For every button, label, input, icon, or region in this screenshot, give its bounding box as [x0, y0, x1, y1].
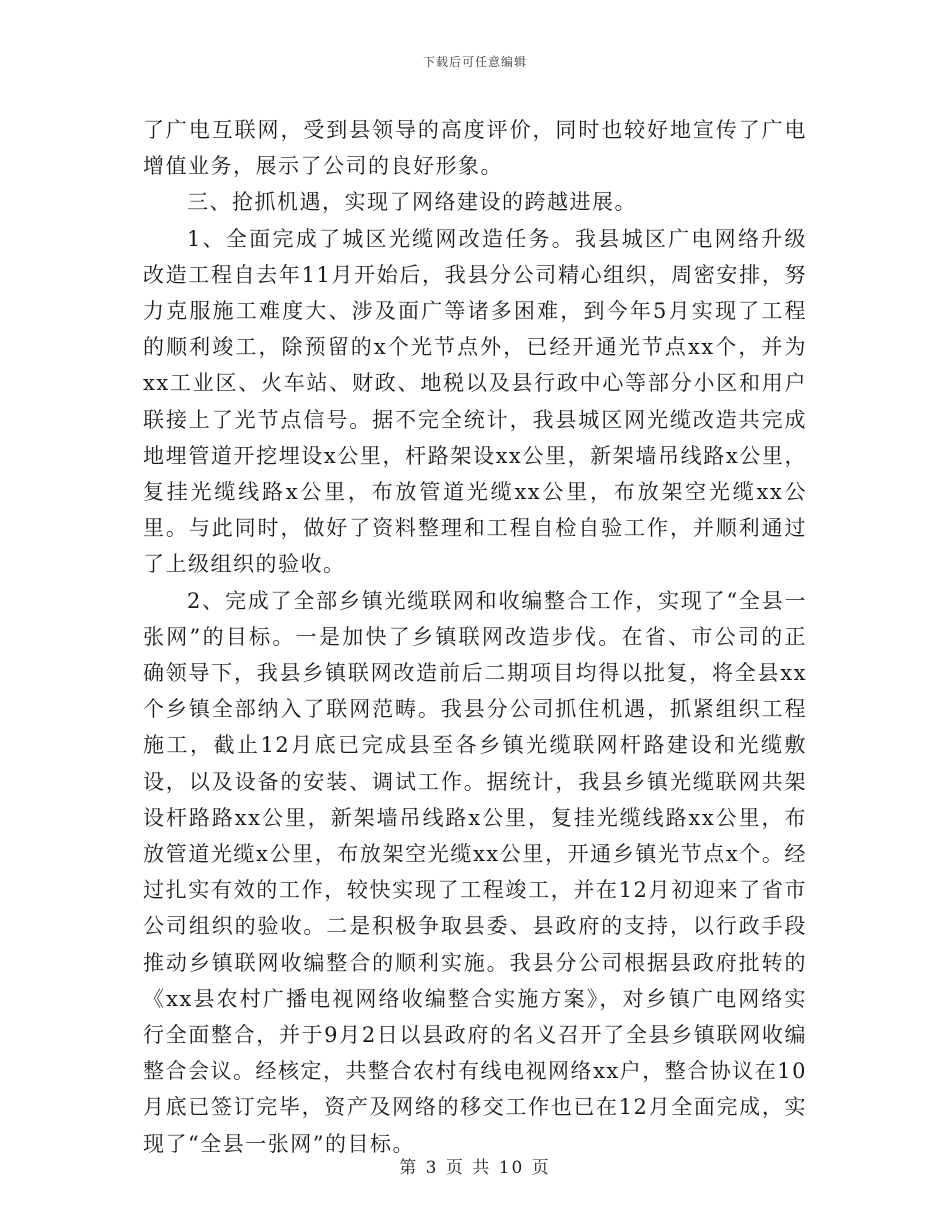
paragraph-item-1: 1、全面完成了城区光缆网改造任务。我县城区广电网络升级改造工程自去年11月开始后，我县分公司精心组织，周密安排，努力克服施工难度大、涉及面广等诸多困难，到今年5月实现了工程的顺利竣工，除预留的x个光节点外，已经开通光节点xx个，并为xx工业区、火车站、财政、地税以及县行政中心等部分小区和用户联接上了光节点信号。据不完全统计，我县城区网光缆改造共完成地埋管道开挖埋设x公里，杆路架设xx公里，新架墙吊线路x公里，复挂光缆线路x公里，布放管道光缆xx公里，布放架空光缆xx公里。与此同时，做好了资料整理和工程自检自验工作，并顺利通过了上级组织的验收。	[143, 226, 807, 577]
paragraph-item-2: 2、完成了全部乡镇光缆联网和收编整合工作，实现了“全县一张网”的目标。一是加快了乡镇联网改造步伐。在省、市公司的正确领导下，我县乡镇联网改造前后二期项目均得以批复，将全县xx个乡镇全部纳入了联网范畴。我县分公司抓住机遇，抓紧组织工程施工，截止12月底已完成县至各乡镇光缆联网杆路建设和光缆敷设，以及设备的安装、调试工作。据统计，我县乡镇光缆联网共架设杆路路xx公里，新架墙吊线路x公里，复挂光缆线路xx公里，布放管道光缆x公里，布放架空光缆xx公里，开通乡镇光节点x个。经过扎实有效的工作，较快实现了工程竣工，并在12月初迎来了省市公司组织的验收。二是积极争取县委、县政府的支持，以行政手段推动乡镇联网收编整合的顺利实施。我县分公司根据县政府批转的《xx县农村广播电视网络收编整合实施方案》，对乡镇广电网络实行全面整合，并于9月2日以县政府的名义召开了全县乡镇联网收编整合会议。经核定，共整合农村有线电视网络xx户，整合协议在10月底已签订完毕，资产及网络的移交工作也已在12月全面完成，实现了“全县一张网”的目标。	[143, 588, 807, 1156]
section-heading-three: 三、抢抓机遇，实现了网络建设的跨越进展。	[187, 190, 637, 215]
page-header: 下载后可任意编辑	[422, 55, 527, 69]
page-number-footer: 第 3 页 共 10 页	[399, 1158, 551, 1178]
paragraph-continuation: 了广电互联网，受到县领导的高度评价，同时也较好地宣传了广电增值业务，展示了公司的良好形象。	[143, 118, 807, 179]
document-body	[143, 112, 807, 1162]
